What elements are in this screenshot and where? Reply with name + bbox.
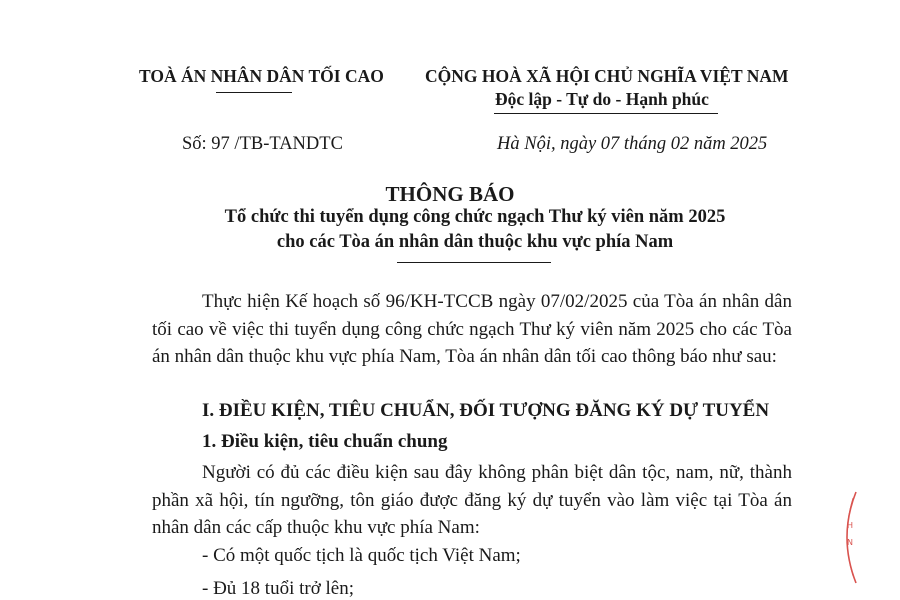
subsection-heading: 1. Điều kiện, tiêu chuẩn chung bbox=[202, 431, 448, 452]
red-seal-stamp bbox=[836, 490, 858, 585]
national-title: CỘNG HOÀ XÃ HỘI CHỦ NGHĨA VIỆT NAM bbox=[425, 66, 789, 86]
document-title: THÔNG BÁO bbox=[385, 182, 515, 206]
svg-text:H: H bbox=[847, 521, 854, 530]
place-and-date: Hà Nội, ngày 07 tháng 02 năm 2025 bbox=[497, 134, 768, 154]
document-number: Số: 97 /TB-TANDTC bbox=[182, 134, 343, 154]
svg-text:N: N bbox=[847, 538, 853, 547]
title-underline bbox=[397, 262, 551, 263]
section-heading: I. ĐIỀU KIỆN, TIÊU CHUẨN, ĐỐI TƯỢNG ĐĂNG KÝ DỰ TUYỂN bbox=[202, 400, 770, 421]
list-item: - Đủ 18 tuổi trở lên; bbox=[202, 578, 354, 599]
agency-underline bbox=[216, 92, 292, 93]
document-subtitle-line-1: Tổ chức thi tuyển dụng công chức ngạch Thư ký viên năm 2025 bbox=[224, 207, 726, 227]
intro-paragraph: Thực hiện Kế hoạch số 96/KH-TCCB ngày 07/02/2025 của Tòa án nhân dân tối cao về việc thi tuyển dụng công chức ngạch Thư ký viên năm 2025 cho các Tòa án nhân dân thuộc khu vực phía Nam, Tòa án nhân dân tối cao thông báo như sau: bbox=[152, 291, 792, 367]
conditions-paragraph: Người có đủ các điều kiện sau đây không phân biệt dân tộc, nam, nữ, thành phần xã hội, tín ngưỡng, tôn giáo được đăng ký dự tuyển vào làm việc tại Tòa án nhân dân các cấp thuộc khu vực phía Nam: bbox=[152, 462, 792, 538]
motto-underline bbox=[494, 113, 718, 114]
list-item: - Có một quốc tịch là quốc tịch Việt Nam; bbox=[202, 545, 521, 566]
national-motto: Độc lập - Tự do - Hạnh phúc bbox=[495, 89, 709, 109]
document-subtitle-line-2: cho các Tòa án nhân dân thuộc khu vực phía Nam bbox=[276, 232, 674, 252]
issuing-agency: TOÀ ÁN NHÂN DÂN TỐI CAO bbox=[139, 66, 384, 86]
